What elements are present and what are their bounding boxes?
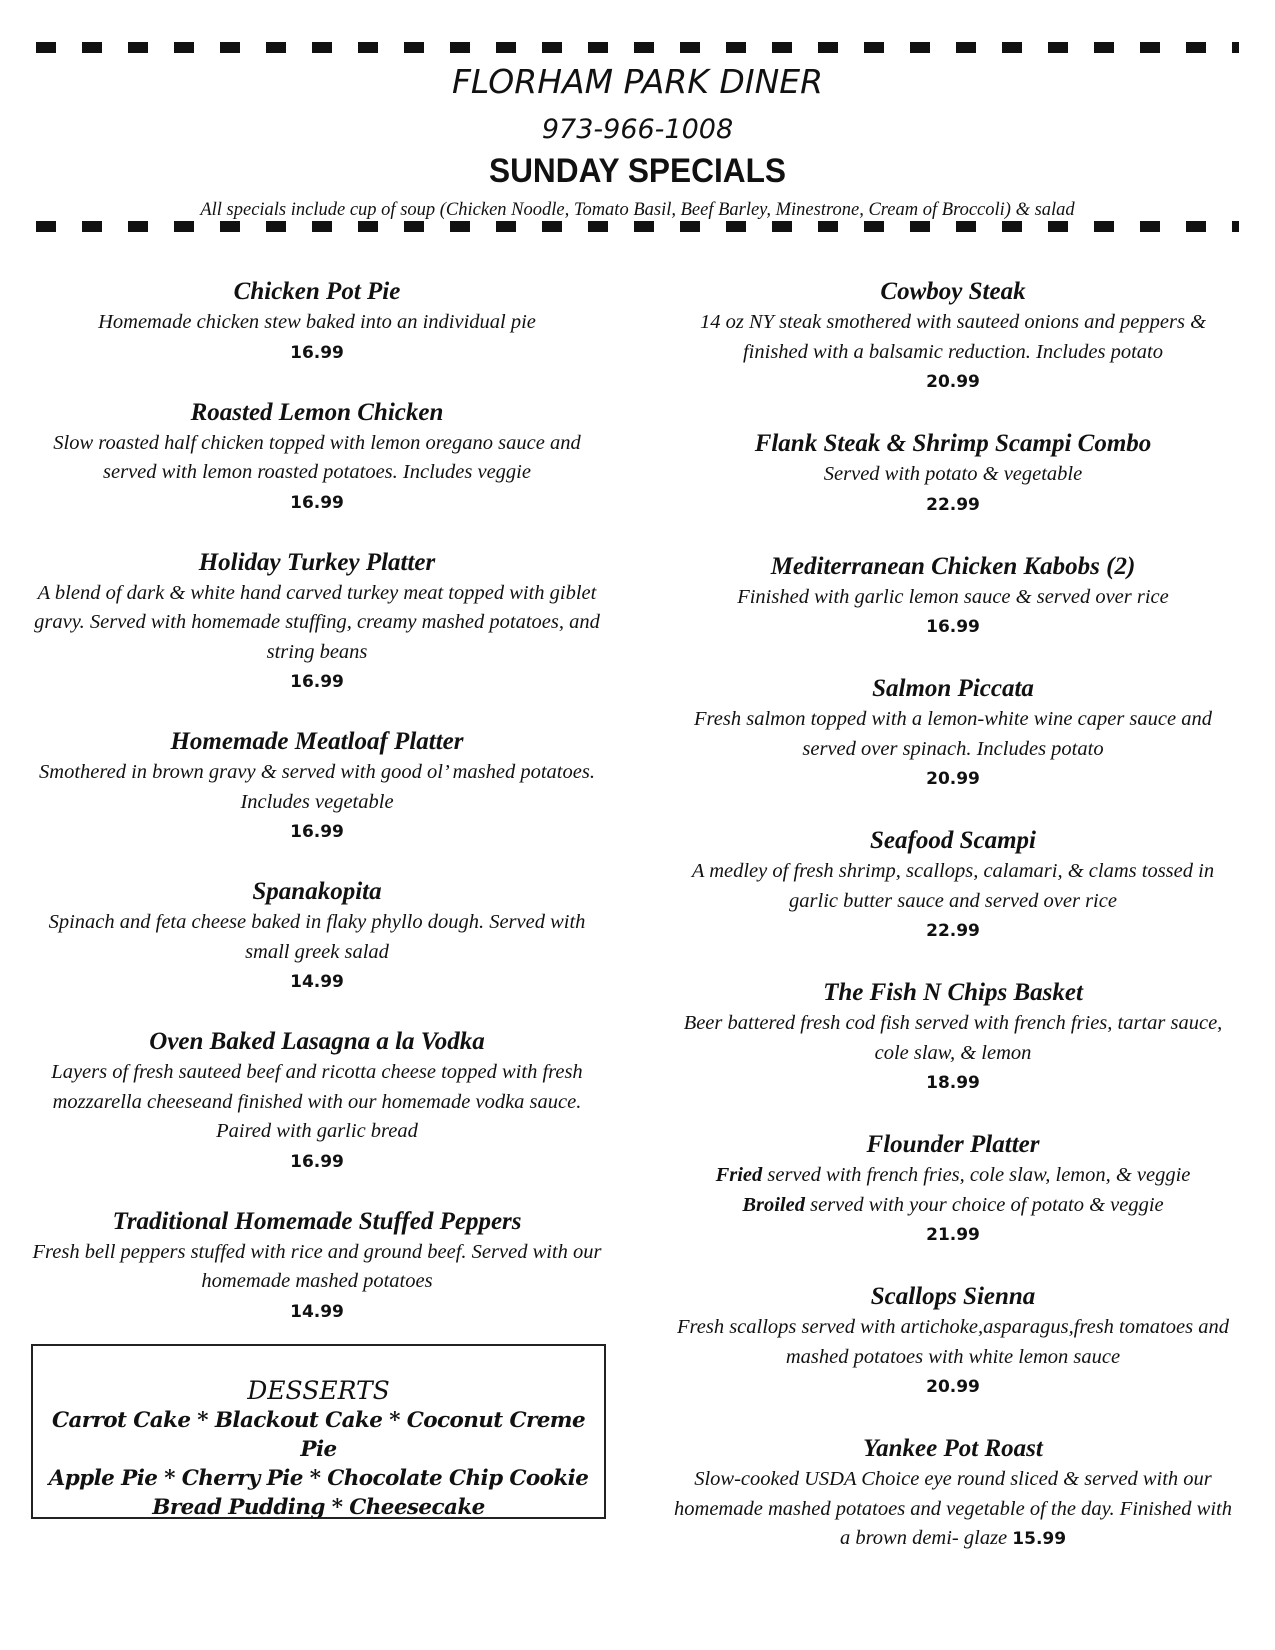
item-name: Chicken Pot Pie <box>233 278 401 305</box>
restaurant-name: FLORHAM PARK DINER <box>451 62 824 101</box>
item-name: Salmon Piccata <box>872 675 1034 702</box>
item-price: 18.99 <box>926 1073 980 1093</box>
item-price: 14.99 <box>290 1301 344 1322</box>
menu-item <box>668 276 1238 398</box>
item-description: Homemade chicken stew baked into an individual pie <box>98 311 536 333</box>
item-description: Spinach and feta cheese baked in flaky phyllo dough. Served with small greek salad <box>48 911 586 963</box>
item-description: Layers of fresh sauteed beef and ricotta cheese topped with fresh mozzarella cheeseand finished with our homemade vodka sauce. Paired with garlic bread <box>51 1061 583 1142</box>
item-name: Spanakopita <box>252 878 382 905</box>
item-description <box>668 1465 1238 1555</box>
broiled-description: served with your choice of potato & veggie <box>804 1193 1164 1216</box>
menu-item <box>668 673 1238 795</box>
right-menu-column <box>668 276 1238 1585</box>
item-name: Flounder Platter <box>866 1131 1040 1158</box>
menu-item <box>668 977 1238 1099</box>
item-name: Flank Steak & Shrimp Scampi Combo <box>754 430 1152 457</box>
bottom-dashed-border <box>36 221 1239 232</box>
item-price: 20.99 <box>926 1377 980 1397</box>
item-price: 16.99 <box>290 1151 344 1172</box>
item-description: Fresh bell peppers stuffed with rice and ground beef. Served with our homemade mashed potatoes <box>32 1240 602 1292</box>
specials-note: All specials include cup of soup (Chicken Noodle, Tomato Basil, Beef Barley, Minestrone, Cream of Broccoli) & salad <box>200 200 1075 220</box>
menu-item <box>32 547 602 699</box>
menu-item <box>668 551 1238 644</box>
item-price: 20.99 <box>926 372 980 392</box>
item-name: The Fish N Chips Basket <box>823 979 1083 1006</box>
page-title: SUNDAY SPECIALS <box>489 152 786 190</box>
left-menu-column <box>32 276 602 1356</box>
menu-item <box>32 726 602 848</box>
item-price: 16.99 <box>290 822 344 842</box>
item-price: 14.99 <box>290 972 344 992</box>
menu-item <box>32 1026 602 1178</box>
item-name: Scallops Sienna <box>870 1283 1036 1310</box>
item-price: 16.99 <box>290 342 344 363</box>
item-price: 16.99 <box>290 672 344 692</box>
item-name: Homemade Meatloaf Platter <box>170 728 464 755</box>
menu-item <box>32 876 602 998</box>
item-name: Holiday Turkey Platter <box>198 548 436 576</box>
desserts-box <box>31 1344 606 1519</box>
menu-item <box>668 825 1238 947</box>
item-price: 22.99 <box>926 921 980 941</box>
item-description: 14 oz NY steak smothered with sauteed onions and peppers & finished with a balsamic reduction. Includes potato <box>699 311 1207 363</box>
desserts-line: Carrot Cake * Blackout Cake * Coconut Creme Pie <box>51 1408 586 1462</box>
item-price: 16.99 <box>290 492 344 513</box>
item-description-text: Slow-cooked USDA Choice eye round sliced & served with our homemade mashed potatoes and vegetable of the day. Finished with a brown demi- glaze <box>674 1468 1232 1549</box>
fried-description: served with french fries, cole slaw, lemon, & veggie <box>762 1164 1191 1186</box>
broiled-label: Broiled <box>742 1193 805 1216</box>
item-description <box>668 1161 1238 1191</box>
item-name: Oven Baked Lasagna a la Vodka <box>149 1028 485 1055</box>
phone-number: 973-966-1008 <box>541 114 734 145</box>
item-name: Roasted Lemon Chicken <box>190 398 444 426</box>
item-description <box>668 1191 1238 1221</box>
menu-item <box>32 397 602 519</box>
menu-item <box>668 1281 1238 1403</box>
item-name: Traditional Homemade Stuffed Peppers <box>112 1207 522 1235</box>
item-description: A medley of fresh shrimp, scallops, calamari, & clams tossed in garlic butter sauce and served over rice <box>691 860 1215 912</box>
menu-item <box>668 1433 1238 1555</box>
item-price: 22.99 <box>926 494 980 515</box>
item-description: Fresh scallops served with artichoke,asparagus,fresh tomatoes and mashed potatoes with white lemon sauce <box>677 1316 1229 1368</box>
top-dashed-border <box>36 42 1239 53</box>
menu-item-flounder <box>668 1129 1238 1251</box>
item-description: Served with potato & vegetable <box>823 463 1083 485</box>
item-description: Smothered in brown gravy & served with good ol’ mashed potatoes. Includes vegetable <box>39 761 595 813</box>
item-description: Finished with garlic lemon sauce & served over rice <box>737 585 1169 608</box>
item-description: Slow roasted half chicken topped with lemon oregano sauce and served with lemon roasted potatoes. Includes veggie <box>53 431 581 483</box>
item-description: A blend of dark & white hand carved turkey meat topped with giblet gravy. Served with homemade stuffing, creamy mashed potatoes, and string beans <box>34 581 600 663</box>
desserts-line: Apple Pie * Cherry Pie * Chocolate Chip Cookie <box>48 1466 589 1491</box>
desserts-title: DESSERTS <box>247 1376 390 1405</box>
fried-label: Fried <box>715 1164 763 1186</box>
desserts-line: Bread Pudding * Cheesecake <box>152 1495 485 1520</box>
item-price: 21.99 <box>926 1225 980 1245</box>
menu-item <box>32 1206 602 1328</box>
item-name: Yankee Pot Roast <box>863 1435 1043 1462</box>
menu-item <box>668 428 1238 521</box>
item-description: Fresh salmon topped with a lemon-white wine caper sauce and served over spinach. Includes potato <box>694 708 1212 760</box>
item-price: 16.99 <box>926 617 980 637</box>
item-description: Beer battered fresh cod fish served with french fries, tartar sauce, cole slaw, & lemon <box>683 1012 1223 1064</box>
menu-item <box>32 276 602 369</box>
item-name: Mediterranean Chicken Kabobs (2) <box>770 552 1136 580</box>
item-name: Seafood Scampi <box>870 827 1036 854</box>
item-price: 15.99 <box>1012 1529 1067 1549</box>
item-price: 20.99 <box>926 769 980 789</box>
item-name: Cowboy Steak <box>880 278 1026 305</box>
